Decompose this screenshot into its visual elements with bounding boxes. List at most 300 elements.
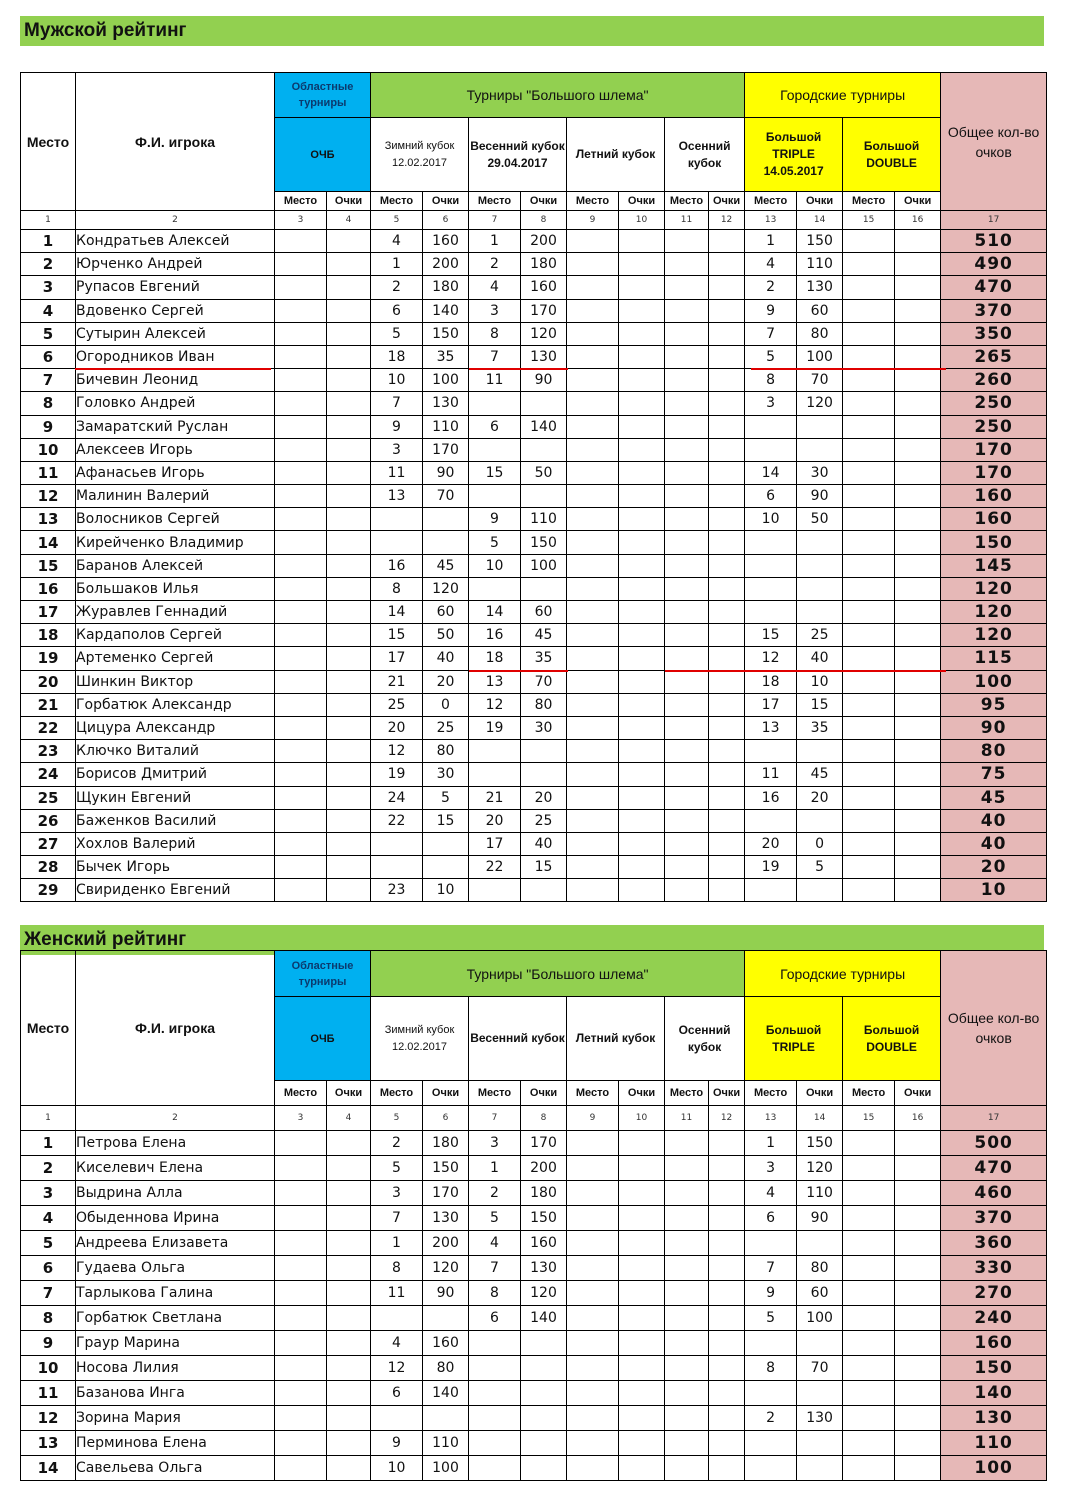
place-value xyxy=(567,369,619,392)
points-value: 80 xyxy=(423,740,469,763)
points-value xyxy=(709,322,745,345)
points-value xyxy=(895,647,941,670)
player-name: Волосников Сергей xyxy=(76,508,275,531)
place-value xyxy=(843,1281,895,1306)
points-value xyxy=(521,1406,567,1431)
place-value xyxy=(843,485,895,508)
points-value xyxy=(797,1231,843,1256)
place-value: 23 xyxy=(371,879,423,902)
place-cell: 29 xyxy=(21,879,76,902)
total-points: 260 xyxy=(941,369,1047,392)
header-place: Место xyxy=(21,73,76,211)
place-value xyxy=(567,253,619,276)
points-value xyxy=(895,832,941,855)
place-value xyxy=(843,531,895,554)
table-row xyxy=(21,485,1047,508)
place-value xyxy=(745,1331,797,1356)
player-name: Выдрина Алла xyxy=(76,1181,275,1206)
points-value: 100 xyxy=(797,1306,843,1331)
place-value xyxy=(665,1306,709,1331)
points-value xyxy=(327,832,371,855)
place-value xyxy=(275,786,327,809)
place-value: 5 xyxy=(745,1306,797,1331)
points-value xyxy=(619,415,665,438)
player-name: Обыденнова Ирина xyxy=(76,1206,275,1231)
table-row xyxy=(21,856,1047,879)
points-value: 140 xyxy=(423,1381,469,1406)
place-cell: 20 xyxy=(21,670,76,693)
points-value: 200 xyxy=(521,230,567,253)
points-value xyxy=(619,879,665,902)
points-value: 170 xyxy=(521,299,567,322)
points-value: 110 xyxy=(797,1181,843,1206)
place-value xyxy=(843,461,895,484)
place-value xyxy=(745,740,797,763)
table-row xyxy=(21,1381,1047,1406)
player-name: Савельева Ольга xyxy=(76,1456,275,1481)
place-value xyxy=(843,438,895,461)
points-value xyxy=(327,879,371,902)
place-value: 2 xyxy=(469,1181,521,1206)
points-value xyxy=(619,1306,665,1331)
subheader-mesto: Место xyxy=(745,192,797,211)
table-row xyxy=(21,1156,1047,1181)
place-value: 22 xyxy=(371,809,423,832)
points-value xyxy=(327,1331,371,1356)
points-value xyxy=(619,1431,665,1456)
points-value xyxy=(895,392,941,415)
points-value: 130 xyxy=(797,1406,843,1431)
place-value xyxy=(665,1331,709,1356)
points-value xyxy=(327,253,371,276)
place-value: 10 xyxy=(371,1456,423,1481)
points-value xyxy=(327,415,371,438)
subheader-ochki: Очки xyxy=(423,1081,469,1106)
place-value xyxy=(275,369,327,392)
place-cell: 13 xyxy=(21,508,76,531)
place-value: 25 xyxy=(371,693,423,716)
place-value xyxy=(275,1431,327,1456)
place-value xyxy=(843,1406,895,1431)
subheader-ochki: Очки xyxy=(895,192,941,211)
total-points: 40 xyxy=(941,832,1047,855)
table-row xyxy=(21,763,1047,786)
points-value xyxy=(619,1156,665,1181)
points-value xyxy=(797,438,843,461)
table-row xyxy=(21,1456,1047,1481)
points-value xyxy=(797,740,843,763)
place-value: 3 xyxy=(469,1131,521,1156)
place-value xyxy=(469,1381,521,1406)
place-value: 19 xyxy=(745,856,797,879)
points-value xyxy=(895,531,941,554)
place-value: 20 xyxy=(371,716,423,739)
column-number: 9 xyxy=(567,211,619,230)
table-row xyxy=(21,461,1047,484)
points-value xyxy=(709,809,745,832)
points-value: 80 xyxy=(521,693,567,716)
points-value xyxy=(521,879,567,902)
header-autumn-cup: Осенний кубок xyxy=(665,118,745,192)
points-value: 50 xyxy=(797,508,843,531)
place-cell: 1 xyxy=(21,1131,76,1156)
total-points: 470 xyxy=(941,1156,1047,1181)
place-value xyxy=(567,485,619,508)
place-value xyxy=(843,1331,895,1356)
points-value xyxy=(709,856,745,879)
place-value xyxy=(275,809,327,832)
points-value: 25 xyxy=(423,716,469,739)
place-value xyxy=(469,1331,521,1356)
points-value xyxy=(327,809,371,832)
place-value xyxy=(843,1456,895,1481)
points-value xyxy=(619,1456,665,1481)
points-value xyxy=(619,1331,665,1356)
place-value xyxy=(665,740,709,763)
place-value: 9 xyxy=(371,1431,423,1456)
points-value: 15 xyxy=(423,809,469,832)
points-value: 80 xyxy=(423,1356,469,1381)
place-value xyxy=(275,856,327,879)
place-value xyxy=(275,763,327,786)
place-value xyxy=(567,230,619,253)
place-value: 8 xyxy=(469,322,521,345)
table-row xyxy=(21,369,1047,392)
points-value: 100 xyxy=(797,345,843,368)
points-value xyxy=(895,554,941,577)
place-value xyxy=(275,1181,327,1206)
points-value xyxy=(423,1406,469,1431)
points-value xyxy=(327,230,371,253)
place-value xyxy=(843,647,895,670)
table-row xyxy=(21,693,1047,716)
column-number: 12 xyxy=(709,1106,745,1131)
place-cell: 1 xyxy=(21,230,76,253)
column-number: 11 xyxy=(665,211,709,230)
column-number: 3 xyxy=(275,211,327,230)
points-value: 200 xyxy=(521,1156,567,1181)
place-value xyxy=(843,1356,895,1381)
points-value xyxy=(619,1281,665,1306)
place-value xyxy=(843,415,895,438)
place-value xyxy=(567,531,619,554)
points-value xyxy=(619,601,665,624)
place-value xyxy=(745,577,797,600)
points-value xyxy=(709,1181,745,1206)
points-value: 60 xyxy=(423,601,469,624)
total-points: 120 xyxy=(941,624,1047,647)
total-points: 145 xyxy=(941,554,1047,577)
place-value: 5 xyxy=(469,1206,521,1231)
place-value: 8 xyxy=(371,1256,423,1281)
total-points: 100 xyxy=(941,670,1047,693)
points-value xyxy=(895,1381,941,1406)
place-value xyxy=(567,1131,619,1156)
points-value: 40 xyxy=(423,647,469,670)
points-value xyxy=(327,1381,371,1406)
place-value xyxy=(665,879,709,902)
place-value xyxy=(745,809,797,832)
subheader-ochki: Очки xyxy=(709,192,745,211)
points-value xyxy=(619,740,665,763)
place-value xyxy=(567,1306,619,1331)
place-cell: 22 xyxy=(21,716,76,739)
points-value xyxy=(895,438,941,461)
place-value xyxy=(567,1156,619,1181)
points-value: 15 xyxy=(521,856,567,879)
place-value xyxy=(275,299,327,322)
points-value xyxy=(895,624,941,647)
place-value xyxy=(275,1406,327,1431)
column-number: 8 xyxy=(521,211,567,230)
women-rating-table xyxy=(20,950,1047,1481)
place-value: 5 xyxy=(745,345,797,368)
table-row xyxy=(21,299,1047,322)
place-value: 4 xyxy=(469,1231,521,1256)
place-value xyxy=(665,693,709,716)
place-cell: 10 xyxy=(21,438,76,461)
place-value xyxy=(843,832,895,855)
total-points: 100 xyxy=(941,1456,1047,1481)
place-cell: 14 xyxy=(21,1456,76,1481)
place-cell: 10 xyxy=(21,1356,76,1381)
column-number: 13 xyxy=(745,1106,797,1131)
red-underline xyxy=(469,670,568,672)
points-value xyxy=(521,1456,567,1481)
place-value: 1 xyxy=(745,230,797,253)
header-spring-cup: Весенний кубок 29.04.2017 xyxy=(469,118,567,192)
points-value: 120 xyxy=(423,577,469,600)
place-value xyxy=(843,230,895,253)
points-value xyxy=(423,508,469,531)
place-value xyxy=(567,299,619,322)
table-row xyxy=(21,1356,1047,1381)
place-value xyxy=(843,1306,895,1331)
place-value xyxy=(665,716,709,739)
place-value: 4 xyxy=(371,1331,423,1356)
place-value xyxy=(469,763,521,786)
place-value xyxy=(843,601,895,624)
points-value xyxy=(619,276,665,299)
points-value xyxy=(521,1331,567,1356)
points-value: 160 xyxy=(423,1331,469,1356)
place-value xyxy=(371,1306,423,1331)
points-value: 170 xyxy=(521,1131,567,1156)
place-value: 11 xyxy=(371,1281,423,1306)
player-name: Гудаева Ольга xyxy=(76,1256,275,1281)
table-row xyxy=(21,786,1047,809)
points-value xyxy=(895,415,941,438)
points-value: 35 xyxy=(797,716,843,739)
table-row xyxy=(21,577,1047,600)
points-value xyxy=(709,345,745,368)
points-value xyxy=(709,392,745,415)
place-value xyxy=(275,276,327,299)
points-value xyxy=(709,1156,745,1181)
place-value xyxy=(469,740,521,763)
points-value xyxy=(797,531,843,554)
points-value xyxy=(709,1256,745,1281)
place-value: 15 xyxy=(745,624,797,647)
player-name: Головко Андрей xyxy=(76,392,275,415)
place-cell: 11 xyxy=(21,461,76,484)
header-big-double: Большой DOUBLE xyxy=(843,997,941,1081)
header-summer-cup: Летний кубок xyxy=(567,118,665,192)
place-cell: 16 xyxy=(21,577,76,600)
total-points: 510 xyxy=(941,230,1047,253)
total-points: 460 xyxy=(941,1181,1047,1206)
total-points: 120 xyxy=(941,601,1047,624)
points-value xyxy=(327,369,371,392)
points-value xyxy=(327,1306,371,1331)
place-value: 8 xyxy=(745,369,797,392)
points-value xyxy=(619,693,665,716)
player-name: Замаратский Руслан xyxy=(76,415,275,438)
points-value: 180 xyxy=(521,1181,567,1206)
place-value xyxy=(665,786,709,809)
place-value xyxy=(275,647,327,670)
place-value: 2 xyxy=(745,1406,797,1431)
table-row xyxy=(21,879,1047,902)
column-number: 10 xyxy=(619,1106,665,1131)
points-value: 100 xyxy=(521,554,567,577)
place-value: 20 xyxy=(469,809,521,832)
points-value: 130 xyxy=(423,1206,469,1231)
subheader-ochki: Очки xyxy=(423,192,469,211)
points-value xyxy=(895,485,941,508)
points-value xyxy=(619,438,665,461)
place-value xyxy=(275,879,327,902)
points-value: 20 xyxy=(423,670,469,693)
place-cell: 18 xyxy=(21,624,76,647)
points-value: 180 xyxy=(521,253,567,276)
red-underline xyxy=(751,368,946,370)
place-value xyxy=(275,415,327,438)
subheader-mesto: Место xyxy=(843,1081,895,1106)
points-value xyxy=(709,531,745,554)
place-value xyxy=(469,1406,521,1431)
points-value xyxy=(895,740,941,763)
points-value xyxy=(327,1281,371,1306)
header-autumn-cup: Осенний кубок xyxy=(665,997,745,1081)
place-cell: 4 xyxy=(21,299,76,322)
place-value xyxy=(843,322,895,345)
points-value: 90 xyxy=(423,1281,469,1306)
header-winter-cup: Зимний кубок 12.02.2017 xyxy=(371,997,469,1081)
total-points: 160 xyxy=(941,485,1047,508)
place-value xyxy=(843,554,895,577)
place-value: 14 xyxy=(371,601,423,624)
place-value: 7 xyxy=(371,392,423,415)
points-value xyxy=(327,322,371,345)
points-value xyxy=(619,577,665,600)
place-value xyxy=(275,1381,327,1406)
place-value xyxy=(567,322,619,345)
points-value xyxy=(709,1331,745,1356)
place-value xyxy=(843,856,895,879)
column-number: 11 xyxy=(665,1106,709,1131)
player-name: Артеменко Сергей xyxy=(76,647,275,670)
points-value xyxy=(895,1281,941,1306)
place-value xyxy=(469,392,521,415)
place-cell: 24 xyxy=(21,763,76,786)
points-value xyxy=(327,345,371,368)
points-value xyxy=(327,1431,371,1456)
points-value: 140 xyxy=(521,1306,567,1331)
points-value xyxy=(521,1381,567,1406)
subheader-ochki: Очки xyxy=(521,192,567,211)
player-name: Киселевич Елена xyxy=(76,1156,275,1181)
place-value: 7 xyxy=(469,345,521,368)
points-value: 130 xyxy=(521,345,567,368)
header-place: Место xyxy=(21,951,76,1106)
points-value: 100 xyxy=(423,1456,469,1481)
subheader-mesto: Место xyxy=(469,192,521,211)
place-value: 18 xyxy=(469,647,521,670)
place-cell: 5 xyxy=(21,322,76,345)
total-points: 115 xyxy=(941,647,1047,670)
place-value: 19 xyxy=(469,716,521,739)
points-value xyxy=(327,1456,371,1481)
points-value xyxy=(709,253,745,276)
points-value xyxy=(797,1431,843,1456)
points-value xyxy=(895,601,941,624)
points-value xyxy=(619,554,665,577)
table-row xyxy=(21,624,1047,647)
place-cell: 19 xyxy=(21,647,76,670)
place-cell: 3 xyxy=(21,1181,76,1206)
place-value xyxy=(275,1256,327,1281)
table-row xyxy=(21,392,1047,415)
place-value: 4 xyxy=(745,253,797,276)
place-value xyxy=(275,1356,327,1381)
points-value: 150 xyxy=(797,230,843,253)
table-row xyxy=(21,1231,1047,1256)
place-value xyxy=(275,1206,327,1231)
player-name: Горбатюк Светлана xyxy=(76,1306,275,1331)
place-value xyxy=(567,832,619,855)
place-value xyxy=(665,461,709,484)
place-value xyxy=(843,670,895,693)
column-number: 13 xyxy=(745,211,797,230)
place-value xyxy=(567,670,619,693)
points-value xyxy=(327,1131,371,1156)
points-value xyxy=(895,879,941,902)
table-row xyxy=(21,554,1047,577)
place-value xyxy=(567,1331,619,1356)
points-value: 30 xyxy=(521,716,567,739)
points-value xyxy=(797,415,843,438)
place-value: 6 xyxy=(745,1206,797,1231)
points-value xyxy=(895,1231,941,1256)
column-number: 14 xyxy=(797,1106,843,1131)
column-number: 17 xyxy=(941,211,1047,230)
place-value: 19 xyxy=(371,763,423,786)
player-name: Тарлыкова Галина xyxy=(76,1281,275,1306)
points-value xyxy=(327,1356,371,1381)
subheader-ochki: Очки xyxy=(797,1081,843,1106)
place-value: 1 xyxy=(469,230,521,253)
place-value: 3 xyxy=(371,1181,423,1206)
place-value: 10 xyxy=(371,369,423,392)
header-grand-slam: Турниры "Большого шлема" xyxy=(371,951,745,997)
points-value xyxy=(797,1381,843,1406)
subheader-mesto: Место xyxy=(665,1081,709,1106)
place-value: 12 xyxy=(745,647,797,670)
points-value xyxy=(619,647,665,670)
points-value xyxy=(895,276,941,299)
table-row xyxy=(21,832,1047,855)
